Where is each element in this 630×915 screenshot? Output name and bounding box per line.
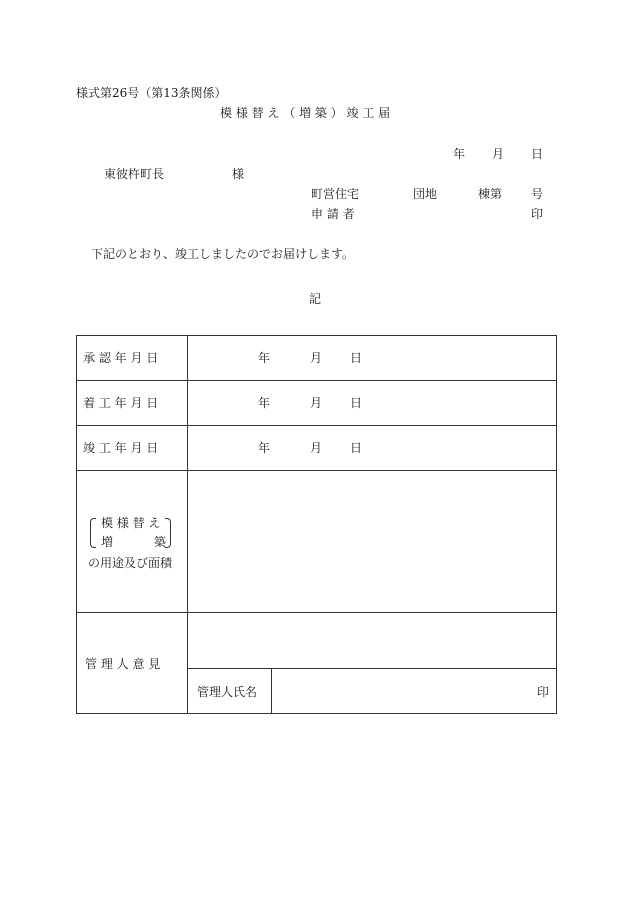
usage-line-extension-b: 築 — [154, 535, 167, 549]
ki-heading: 記 — [309, 292, 322, 306]
report-table — [76, 335, 557, 714]
completion-date-label: 竣 工 年 月 日 — [83, 441, 159, 455]
approval-month: 月 — [310, 351, 323, 365]
date-day-label: 日 — [531, 147, 544, 161]
form-number: 様式第26号（第13条関係） — [76, 86, 227, 100]
usage-area-field[interactable] — [188, 471, 556, 611]
left-brace — [90, 518, 96, 548]
completion-month: 月 — [310, 441, 323, 455]
addressee-honorific: 様 — [232, 167, 245, 181]
document-title: 模 様 替 え （ 増 築 ） 竣 工 届 — [220, 106, 391, 120]
approval-day: 日 — [350, 351, 363, 365]
start-date-label: 着 工 年 月 日 — [83, 396, 159, 410]
manager-name-label: 管理人氏名 — [197, 685, 258, 699]
applicant-seal: 印 — [531, 207, 544, 221]
date-year-label: 年 — [453, 147, 466, 161]
manager-opinion-label: 管 理 人 意 見 — [85, 657, 161, 671]
completion-day: 日 — [350, 441, 363, 455]
manager-name-field[interactable] — [272, 669, 536, 714]
manager-opinion-field[interactable] — [188, 613, 556, 667]
row-divider — [77, 425, 556, 426]
estate-suffix: 団地 — [413, 187, 438, 201]
date-month-label: 月 — [492, 147, 505, 161]
row-divider — [77, 380, 556, 381]
manager-seal: 印 — [537, 685, 550, 699]
housing-label: 町営住宅 — [311, 187, 360, 201]
usage-line-remodel: 模 様 替 え — [101, 516, 161, 530]
number-suffix: 号 — [531, 187, 544, 201]
start-month: 月 — [310, 396, 323, 410]
completion-year: 年 — [258, 441, 271, 455]
approval-year: 年 — [258, 351, 271, 365]
building-suffix: 棟第 — [478, 187, 503, 201]
addressee-name: 東彼杵町長 — [104, 167, 165, 181]
approval-date-label: 承 認 年 月 日 — [83, 351, 159, 365]
start-year: 年 — [258, 396, 271, 410]
usage-line-area: の用途及び面積 — [88, 556, 173, 570]
usage-line-extension-a: 増 — [101, 535, 114, 549]
start-day: 日 — [350, 396, 363, 410]
applicant-label: 申 請 者 — [311, 207, 355, 221]
body-text: 下記のとおり、竣工しましたのでお届けします。 — [91, 247, 355, 261]
